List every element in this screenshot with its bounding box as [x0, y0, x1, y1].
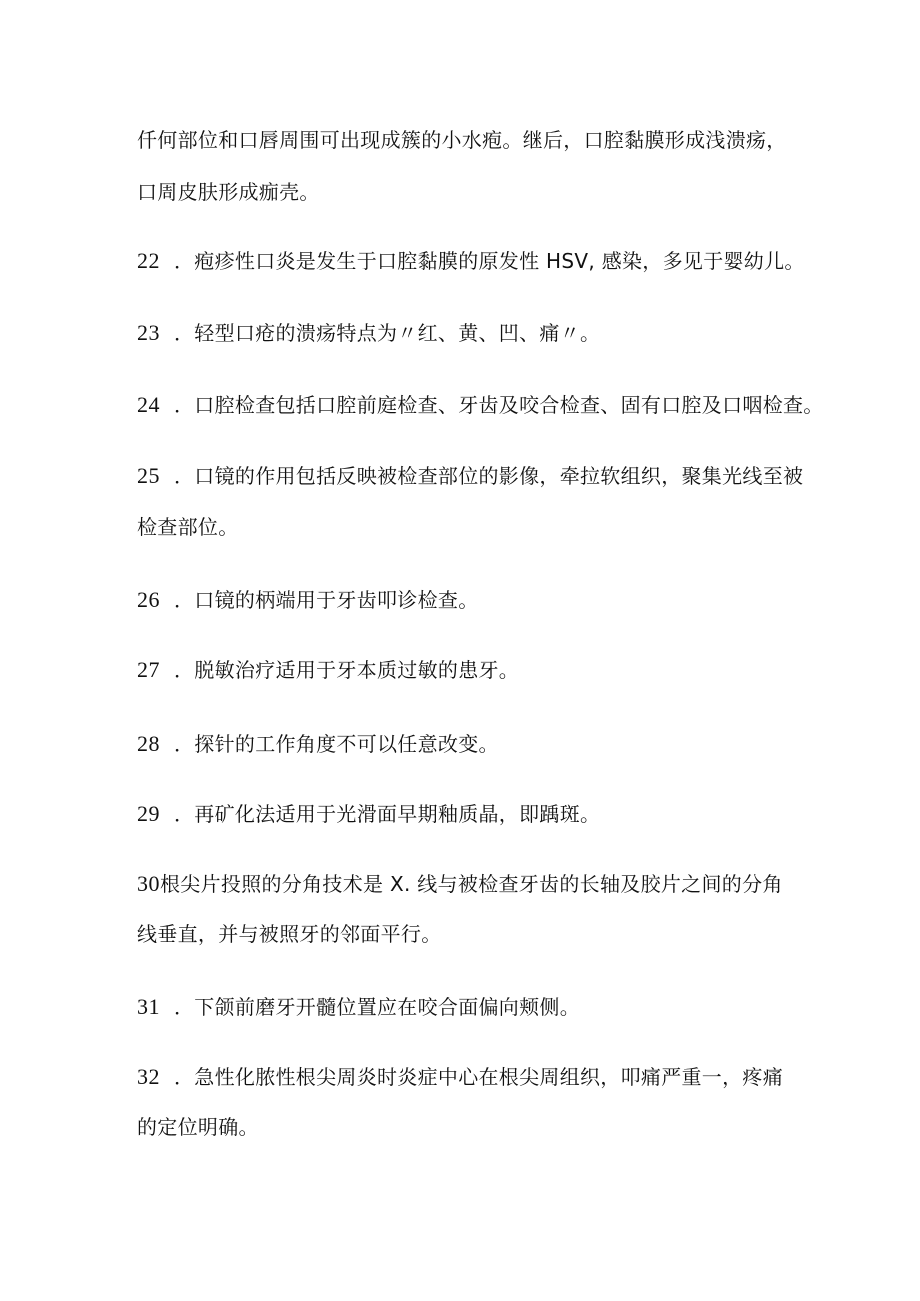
- numbered-item-28: [137, 731, 499, 757]
- item-number: 26: [137, 587, 160, 612]
- line-text: 根尖片投照的分角技术是 X. 线与被检查牙齿的长轴及胶片之间的分角: [160, 872, 783, 896]
- item-number: 31: [137, 994, 160, 1019]
- line-text: ．下颌前磨牙开髓位置应在咬合面偏向颊侧。: [174, 995, 580, 1019]
- line-text: ．再矿化法适用于光滑面早期釉质晶，即踽斑。: [174, 802, 601, 826]
- item-number: 25: [137, 463, 160, 488]
- line-text: ．急性化脓性根尖周炎时炎症中心在根尖周组织，叩痛严重一，疼痛: [174, 1065, 783, 1089]
- numbered-item-23: [137, 320, 600, 346]
- line-text: 线垂直，并与被照牙的邻面平行。: [137, 922, 442, 946]
- item-number: 28: [137, 731, 160, 756]
- line-text: 口周皮肤形成痂壳。: [137, 180, 320, 204]
- line-text: ．探针的工作角度不可以任意改变。: [174, 732, 499, 756]
- paragraph-line: [137, 921, 442, 947]
- paragraph-line: [137, 179, 320, 205]
- numbered-item-26: [137, 587, 479, 613]
- line-text: 仟何部位和口唇周围可出现成簇的小水疱。继后，口腔黏膜形成浅溃疡，: [137, 128, 787, 152]
- numbered-item-27: [137, 657, 519, 683]
- paragraph-line: [137, 127, 787, 153]
- item-number: 27: [137, 657, 160, 682]
- item-number: 30: [137, 871, 160, 896]
- item-number: 24: [137, 392, 160, 417]
- item-number: 23: [137, 320, 160, 345]
- line-text: ．轻型口疮的溃疡特点为〃红、黄、凹、痛〃。: [174, 321, 601, 345]
- numbered-item-29: [137, 801, 600, 827]
- line-text: 的定位明确。: [137, 1115, 259, 1139]
- item-number: 22: [137, 248, 160, 273]
- paragraph-line: [137, 514, 239, 540]
- numbered-item-24: [137, 392, 824, 418]
- numbered-item-30: [137, 871, 783, 897]
- numbered-item-31: [137, 994, 580, 1020]
- item-number: 29: [137, 801, 160, 826]
- numbered-item-32: [137, 1064, 783, 1090]
- numbered-item-25: [137, 463, 803, 489]
- line-text: ．口腔检查包括口腔前庭检查、牙齿及咬合检查、固有口腔及口咽检查。: [174, 393, 824, 417]
- line-text: ．口镜的柄端用于牙齿叩诊检查。: [174, 588, 479, 612]
- line-text: ．口镜的作用包括反映被检查部位的影像，牵拉软组织，聚集光线至被: [174, 464, 804, 488]
- line-text: ．疱疹性口炎是发生于口腔黏膜的原发性 HSV, 感染，多见于婴幼儿。: [174, 249, 805, 273]
- line-text: 检查部位。: [137, 515, 239, 539]
- paragraph-line: [137, 1114, 259, 1140]
- numbered-item-22: [137, 248, 805, 274]
- line-text: ．脱敏治疗适用于牙本质过敏的患牙。: [174, 658, 520, 682]
- item-number: 32: [137, 1064, 160, 1089]
